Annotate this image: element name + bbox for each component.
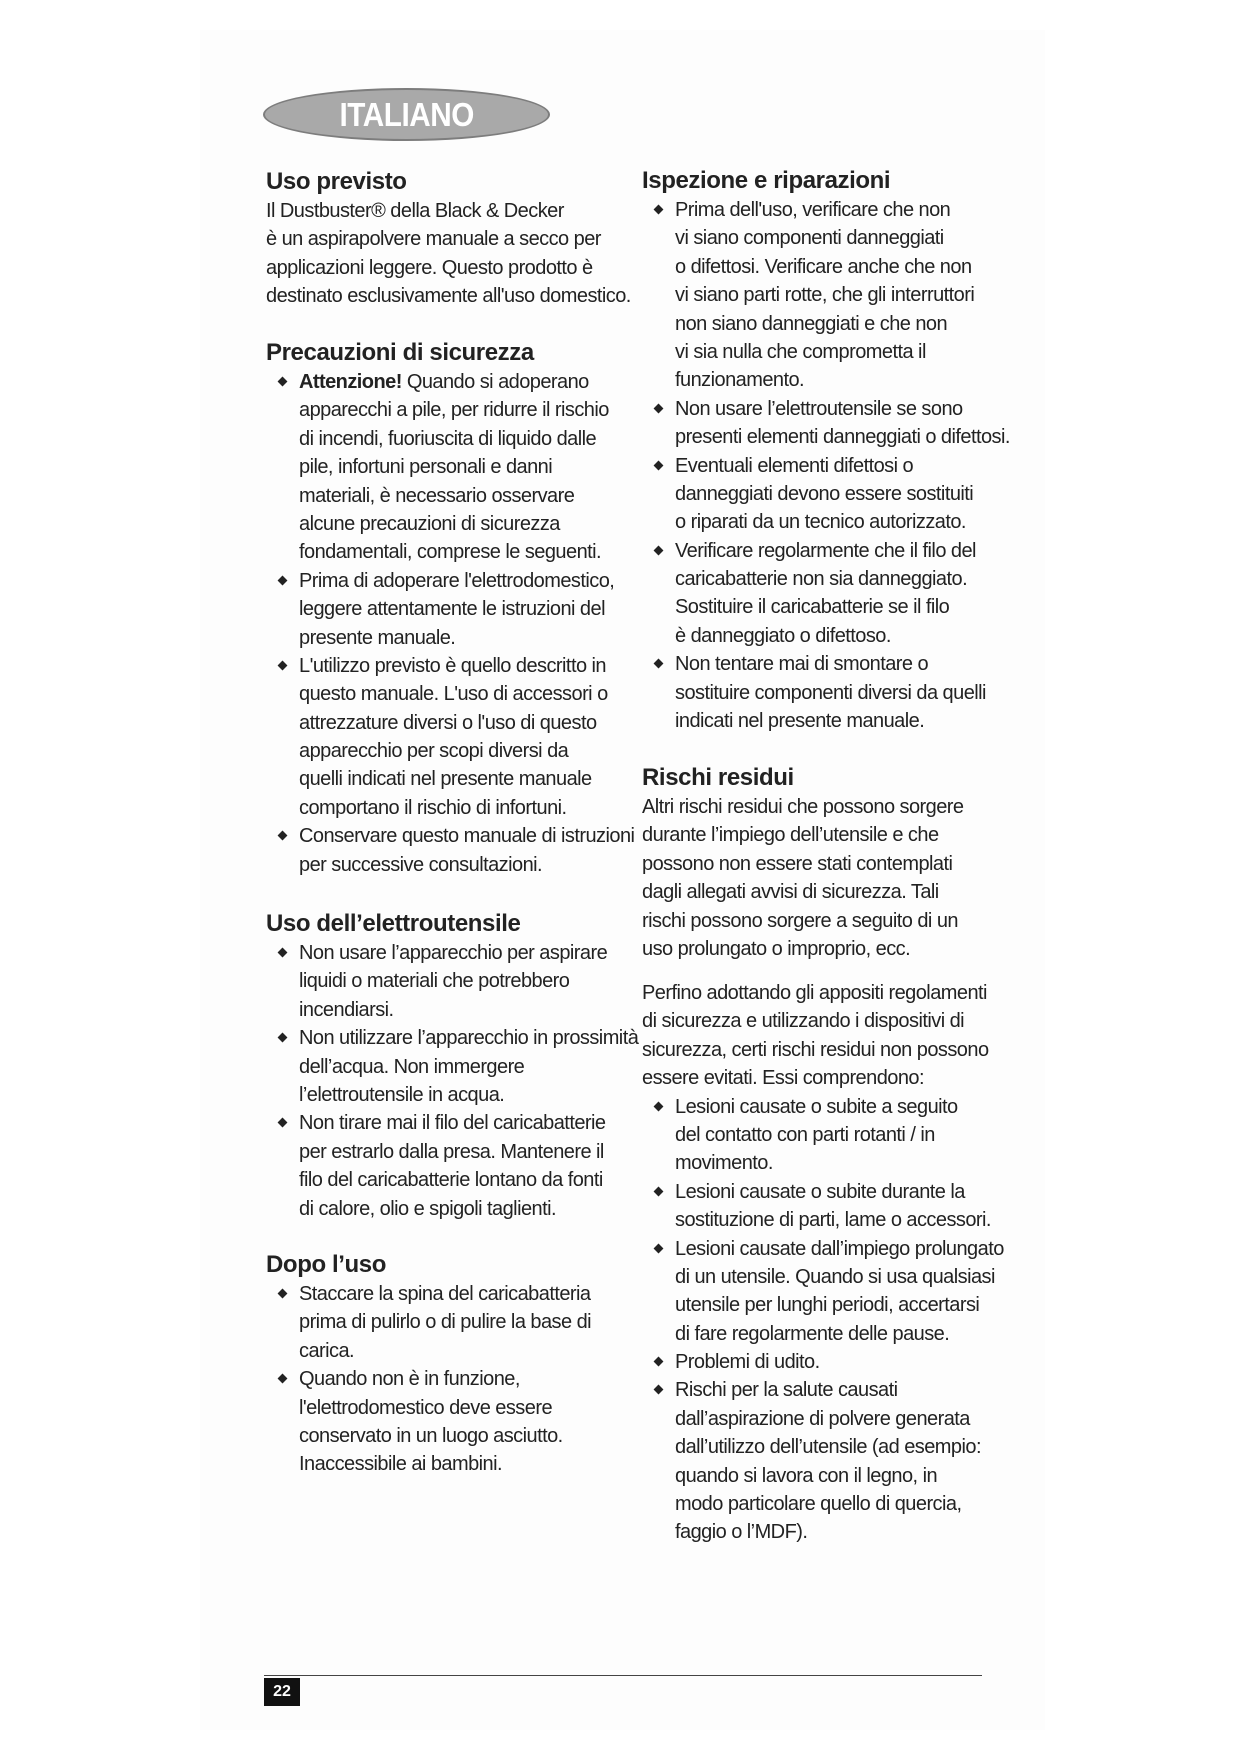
text-line: vi siano parti rotte, che gli interruttori bbox=[675, 284, 975, 307]
section bbox=[642, 763, 1012, 963]
text-line: comportano il rischio di infortuni. bbox=[299, 796, 567, 819]
text-line: sostituzione di parti, lame o accessori. bbox=[675, 1209, 991, 1232]
text-line: indicati nel presente manuale. bbox=[675, 710, 925, 733]
bullet-item bbox=[642, 1178, 1012, 1235]
text-line: apparecchi a pile, per ridurre il rischio bbox=[299, 399, 609, 422]
text-line: alcune precauzioni di sicurezza bbox=[299, 512, 560, 535]
section bbox=[266, 167, 636, 311]
text-line: destinato esclusivamente all'uso domestico. bbox=[266, 285, 631, 308]
text-line: Lesioni causate o subite a seguito bbox=[675, 1095, 958, 1118]
text-line: materiali, è necessario osservare bbox=[299, 484, 575, 507]
text-line: durante l’impiego dell’utensile e che bbox=[642, 824, 939, 847]
diamond-bullet-icon bbox=[654, 403, 664, 413]
bullet-item bbox=[642, 537, 1012, 651]
text-line: dall’utilizzo dell’utensile (ad esempio: bbox=[675, 1436, 981, 1459]
text-line: sostituire componenti diversi da quelli bbox=[675, 681, 986, 704]
diamond-bullet-icon bbox=[654, 1186, 664, 1196]
text-line: L'utilizzo previsto è quello descritto in bbox=[299, 654, 606, 677]
text-line: Non usare l’apparecchio per aspirare bbox=[299, 942, 608, 964]
section-heading: Rischi residui bbox=[642, 764, 794, 791]
text-line: movimento. bbox=[675, 1152, 773, 1175]
text-line: presenti elementi danneggiati o difettosi. bbox=[675, 426, 1010, 449]
text-line: carica. bbox=[299, 1339, 355, 1362]
text-line: Non usare l’elettroutensile se sono bbox=[675, 397, 963, 420]
warning-lead: Attenzione! bbox=[299, 371, 402, 393]
diamond-bullet-icon bbox=[654, 1101, 664, 1111]
text-line: leggere attentamente le istruzioni del bbox=[299, 598, 605, 621]
diamond-bullet-icon bbox=[654, 1357, 664, 1367]
bullet-item bbox=[642, 1235, 1012, 1349]
text-line: filo del caricabatterie lontano da fonti bbox=[299, 1169, 603, 1192]
paragraph bbox=[642, 979, 1012, 1093]
bullet-item bbox=[266, 567, 636, 652]
text-line: funzionamento. bbox=[675, 369, 805, 392]
diamond-bullet-icon bbox=[654, 1385, 664, 1395]
text-line: uso prolungato o improprio, ecc. bbox=[642, 937, 911, 960]
language-tab-label: ITALIANO bbox=[339, 95, 474, 133]
paragraph bbox=[266, 197, 636, 311]
bullet-item bbox=[266, 1365, 636, 1479]
text-line: apparecchio per scopi diversi da bbox=[299, 740, 569, 763]
text-line: Lesioni causate o subite durante la bbox=[675, 1180, 965, 1203]
diamond-bullet-icon bbox=[278, 1033, 288, 1043]
text-line: Non tirare mai il filo del caricabatterie bbox=[299, 1112, 606, 1135]
bullet-item bbox=[642, 650, 1012, 735]
text-line: dagli allegati avvisi di sicurezza. Tali bbox=[642, 881, 939, 904]
text-line: Conservare questo manuale di istruzioni bbox=[299, 825, 635, 848]
text-line: Non tentare mai di smontare o bbox=[675, 653, 929, 676]
bullet-item bbox=[266, 368, 636, 567]
diamond-bullet-icon bbox=[278, 831, 288, 841]
text-line: di calore, olio e spigoli taglienti. bbox=[299, 1197, 557, 1220]
text-line: per successive consultazioni. bbox=[299, 853, 543, 876]
text-line: di incendi, fuoriuscita di liquido dalle bbox=[299, 427, 597, 450]
text-line: sicurezza, certi rischi residui non possono bbox=[642, 1038, 989, 1061]
footer-divider bbox=[264, 1675, 982, 1676]
text-line: applicazioni leggere. Questo prodotto è bbox=[266, 256, 593, 279]
diamond-bullet-icon bbox=[278, 1289, 288, 1299]
text-line: Inaccessibile ai bambini. bbox=[299, 1453, 503, 1476]
diamond-bullet-icon bbox=[654, 659, 664, 669]
text-line: o difettosi. Verificare anche che non bbox=[675, 255, 972, 278]
text-line: Problemi di udito. bbox=[675, 1351, 820, 1374]
text-line: Prima dell'uso, verificare che non bbox=[675, 199, 951, 221]
text-line: l’elettroutensile in acqua. bbox=[299, 1083, 505, 1106]
page-number: 22 bbox=[264, 1678, 300, 1706]
text-line: Prima di adoperare l'elettrodomestico, bbox=[299, 569, 615, 592]
text-line: non siano danneggiati e che non bbox=[675, 312, 948, 335]
bullet-item bbox=[266, 652, 636, 822]
text-line: prima di pulirlo o di pulire la base di bbox=[299, 1311, 592, 1334]
text-line: Lesioni causate dall’impiego prolungato bbox=[675, 1237, 1004, 1260]
text-line: caricabatterie non sia danneggiato. bbox=[675, 568, 968, 591]
text-span: Quando si adoperano bbox=[401, 371, 589, 393]
diamond-bullet-icon bbox=[278, 1374, 288, 1384]
paragraph bbox=[642, 793, 1012, 963]
section bbox=[642, 979, 1012, 1547]
text-line: rischi possono sorgere a seguito di un bbox=[642, 909, 958, 932]
bullet-item bbox=[266, 939, 636, 1024]
text-line: quando si lavora con il legno, in bbox=[675, 1464, 938, 1487]
section-heading: Uso dell’elettroutensile bbox=[266, 910, 521, 937]
text-line: fondamentali, comprese le seguenti. bbox=[299, 541, 602, 564]
bullet-item bbox=[266, 1109, 636, 1223]
diamond-bullet-icon bbox=[278, 1118, 288, 1128]
diamond-bullet-icon bbox=[278, 377, 288, 387]
text-line: per estrarlo dalla presa. Mantenere il bbox=[299, 1140, 604, 1163]
section-heading: Ispezione e riparazioni bbox=[642, 167, 891, 194]
section bbox=[266, 1250, 636, 1479]
text-line: pile, infortuni personali e danni bbox=[299, 456, 553, 479]
text-line: vi sia nulla che comprometta il bbox=[675, 340, 926, 363]
diamond-bullet-icon bbox=[278, 575, 288, 585]
text-line: Sostituire il caricabatterie se il filo bbox=[675, 596, 950, 619]
text-line: Staccare la spina del caricabatteria bbox=[299, 1283, 591, 1305]
text-line: vi siano componenti danneggiati bbox=[675, 227, 944, 250]
text-line: Verificare regolarmente che il filo del bbox=[675, 539, 976, 562]
text-line: Non utilizzare l’apparecchio in prossimità bbox=[299, 1027, 639, 1050]
text-line: incendiarsi. bbox=[299, 998, 394, 1021]
text-line: faggio o l’MDF). bbox=[675, 1521, 808, 1544]
section-heading: Uso previsto bbox=[266, 168, 407, 195]
language-tab bbox=[263, 88, 550, 141]
text-line: conservato in un luogo asciutto. bbox=[299, 1424, 563, 1447]
diamond-bullet-icon bbox=[654, 545, 664, 555]
text-line: Eventuali elementi difettosi o bbox=[675, 454, 914, 477]
text-line: essere evitati. Essi comprendono: bbox=[642, 1067, 924, 1090]
diamond-bullet-icon bbox=[654, 205, 664, 215]
bullet-item bbox=[642, 196, 1012, 395]
text-line: di un utensile. Quando si usa qualsiasi bbox=[675, 1265, 995, 1288]
text-line: è danneggiato o difettoso. bbox=[675, 624, 891, 647]
bullet-item bbox=[642, 395, 1012, 452]
text-line: presente manuale. bbox=[299, 626, 456, 649]
bullet-item bbox=[642, 1376, 1012, 1546]
section-heading: Precauzioni di sicurezza bbox=[266, 339, 534, 366]
text-line: Il Dustbuster® della Black & Decker bbox=[266, 200, 564, 222]
bullet-item bbox=[266, 1024, 639, 1109]
text-line: o riparati da un tecnico autorizzato. bbox=[675, 511, 966, 534]
diamond-bullet-icon bbox=[654, 1243, 664, 1253]
bullet-item bbox=[266, 822, 636, 879]
text-line: questo manuale. L'uso di accessori o bbox=[299, 683, 608, 706]
text-line: danneggiati devono essere sostituiti bbox=[675, 482, 974, 505]
text-line: Rischi per la salute causati bbox=[675, 1379, 898, 1402]
text-line: Perfino adottando gli appositi regolamenti bbox=[642, 982, 987, 1004]
text-line: del contatto con parti rotanti / in bbox=[675, 1123, 935, 1146]
text-line: attrezzature diversi o l'uso di questo bbox=[299, 711, 597, 734]
text-line: di sicurezza e utilizzando i dispositivi di bbox=[642, 1010, 965, 1033]
diamond-bullet-icon bbox=[654, 460, 664, 470]
text-line: liquidi o materiali che potrebbero bbox=[299, 970, 570, 993]
diamond-bullet-icon bbox=[278, 948, 288, 958]
bullet-item bbox=[642, 1093, 1012, 1178]
diamond-bullet-icon bbox=[278, 660, 288, 670]
text-line: Altri rischi residui che possono sorgere bbox=[642, 796, 964, 818]
text-line: quelli indicati nel presente manuale bbox=[299, 768, 592, 791]
text-line: modo particolare quello di quercia, bbox=[675, 1493, 962, 1516]
bullet-item bbox=[642, 1348, 1012, 1376]
text-line: utensile per lunghi periodi, accertarsi bbox=[675, 1294, 980, 1317]
bullet-item bbox=[266, 1280, 636, 1365]
bullet-item bbox=[642, 452, 1012, 537]
text-line: possono non essere stati contemplati bbox=[642, 852, 953, 875]
text-line bbox=[299, 368, 636, 396]
section-heading: Dopo l’uso bbox=[266, 1251, 386, 1278]
section bbox=[642, 166, 1012, 735]
text-line: Quando non è in funzione, bbox=[299, 1368, 520, 1391]
section bbox=[266, 909, 639, 1223]
text-line: è un aspirapolvere manuale a secco per bbox=[266, 228, 601, 251]
text-line: di fare regolarmente delle pause. bbox=[675, 1322, 950, 1345]
section bbox=[266, 338, 636, 879]
text-line: l'elettrodomestico deve essere bbox=[299, 1396, 553, 1419]
text-line: dall’aspirazione di polvere generata bbox=[675, 1407, 970, 1430]
text-line: dell’acqua. Non immergere bbox=[299, 1055, 525, 1078]
